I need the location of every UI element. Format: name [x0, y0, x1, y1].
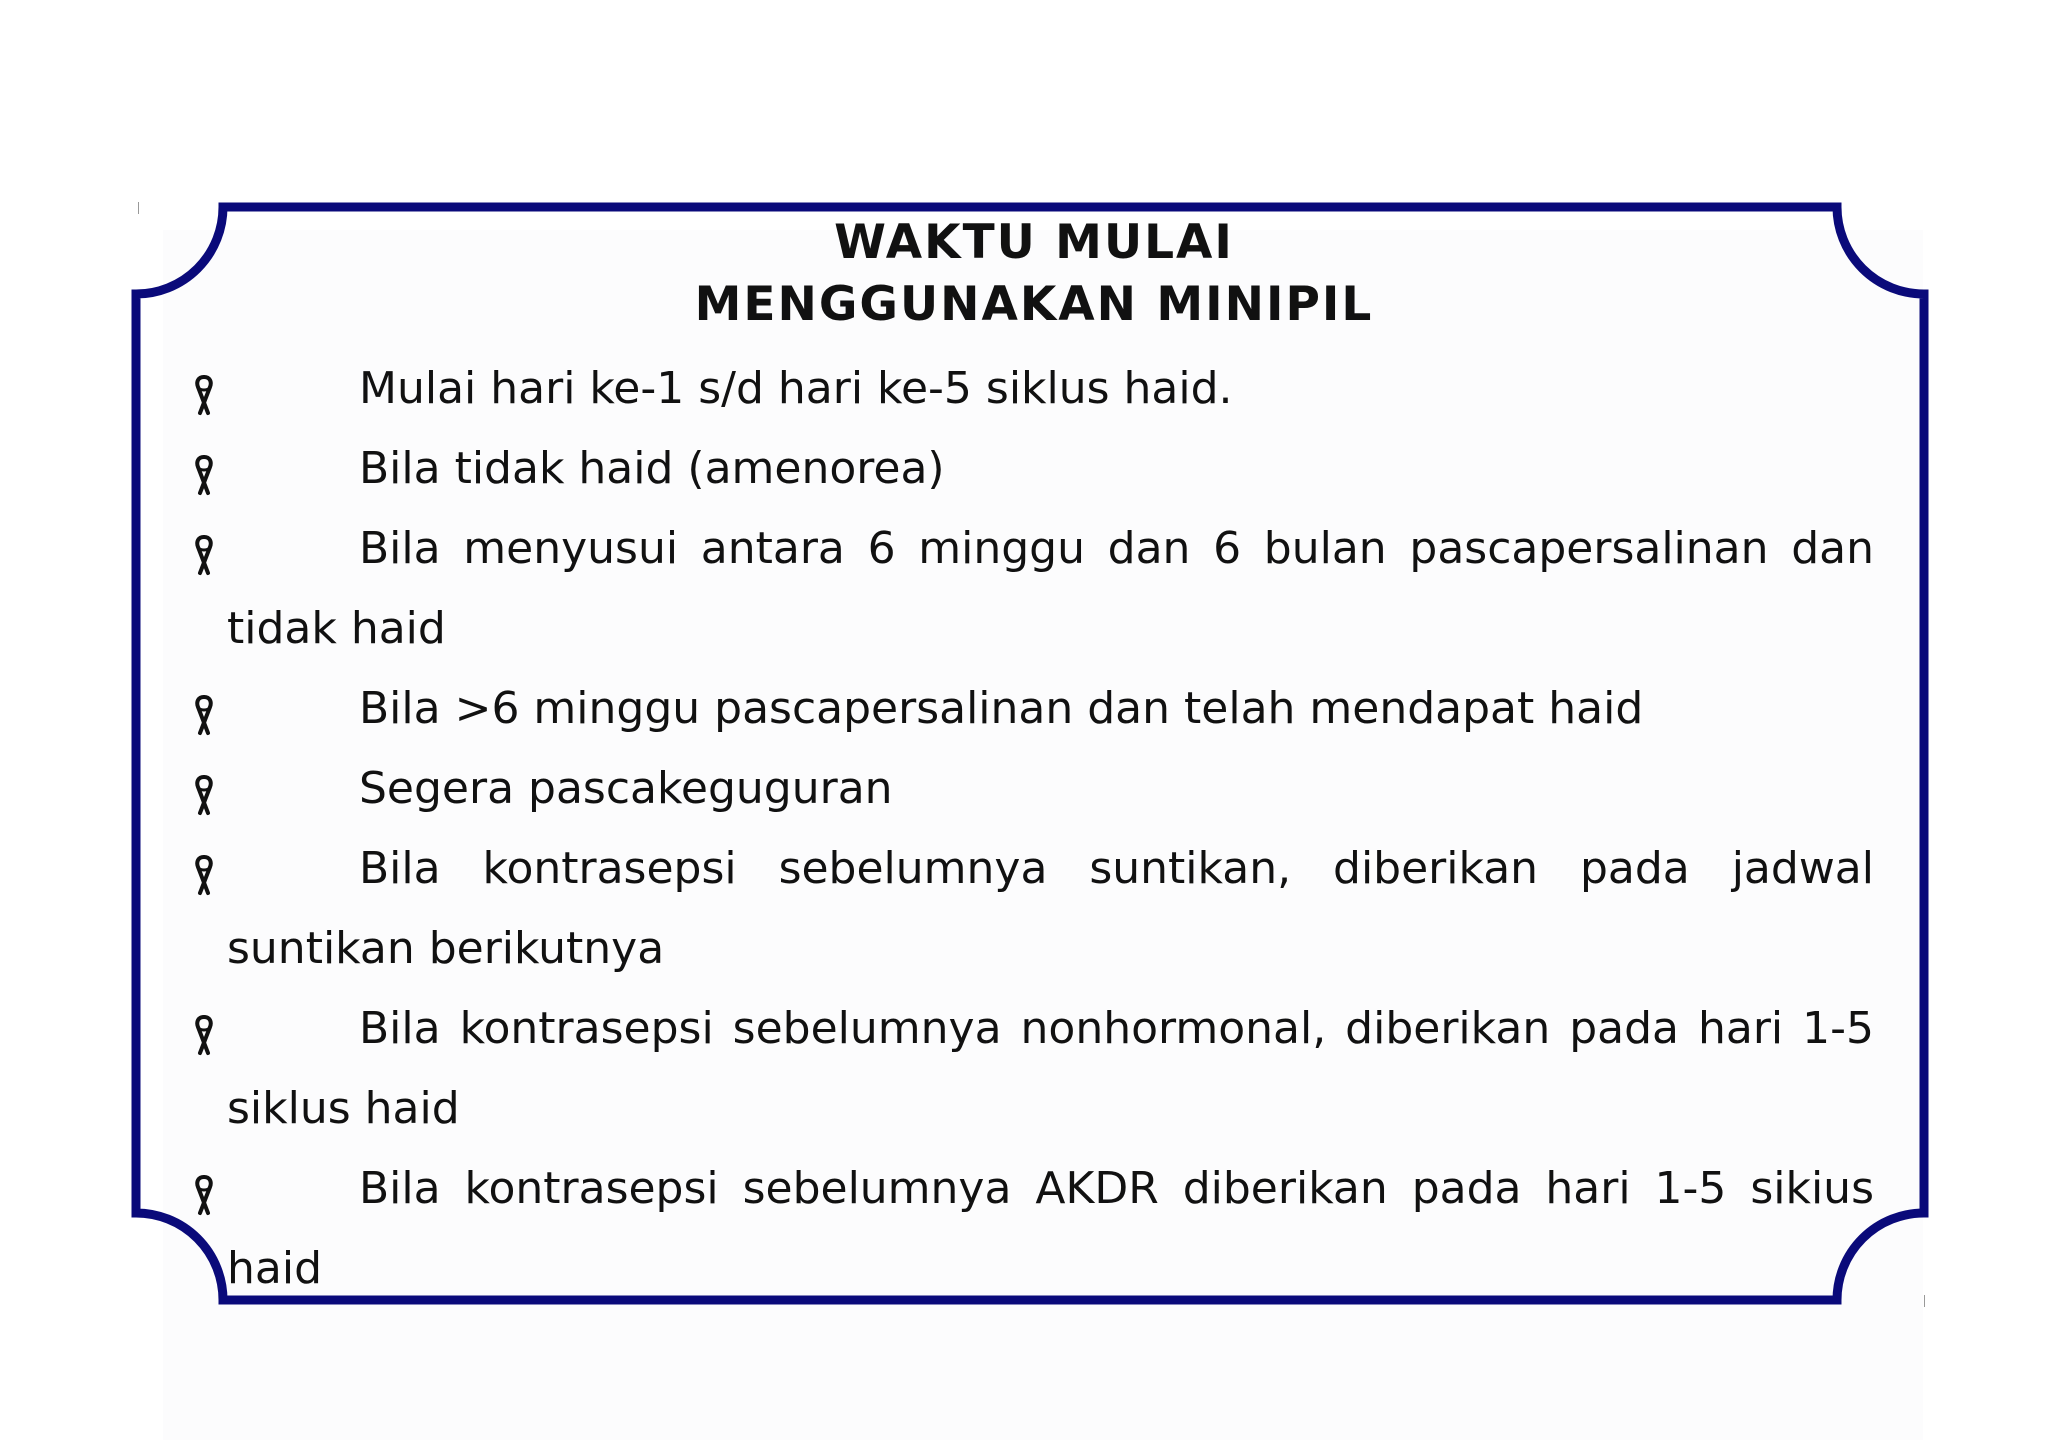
ribbon-icon [188, 693, 220, 737]
list-item-text: Segera pascakeguguran [359, 763, 893, 814]
title-line-1: WAKTU MULAI [834, 215, 1234, 270]
list-item-text-continued: siklus haid [227, 1083, 460, 1134]
list-item-text: Mulai hari ke-1 s/d hari ke-5 siklus haid. [359, 363, 1233, 414]
list-item-text: Bila tidak haid (amenorea) [359, 443, 945, 494]
ribbon-icon [188, 1013, 220, 1057]
ribbon-icon [188, 453, 220, 497]
title-line-2: MENGGUNAKAN MINIPIL [694, 277, 1374, 332]
list-item-text: Bila kontrasepsi sebelumnya AKDR diberikan pada hari 1-5 sikius [359, 1163, 1874, 1214]
list-item-text: Bila kontrasepsi sebelumnya nonhormonal, diberikan pada hari 1-5 [359, 1003, 1874, 1054]
ribbon-icon [188, 853, 220, 897]
list-item-text: Bila kontrasepsi sebelumnya suntikan, diberikan pada jadwal [359, 843, 1874, 894]
ribbon-icon [188, 1173, 220, 1217]
list-item-text: Bila menyusui antara 6 minggu dan 6 bulan pascapersalinan dan [359, 523, 1874, 574]
list-item-text-continued: suntikan berikutnya [227, 923, 665, 974]
list-item-text: Bila >6 minggu pascapersalinan dan telah mendapat haid [359, 683, 1644, 734]
ribbon-icon [188, 773, 220, 817]
list-item-text-continued: tidak haid [227, 603, 446, 654]
list-item-text-continued: haid [227, 1243, 323, 1294]
ribbon-icon [188, 533, 220, 577]
ribbon-icon [188, 373, 220, 417]
